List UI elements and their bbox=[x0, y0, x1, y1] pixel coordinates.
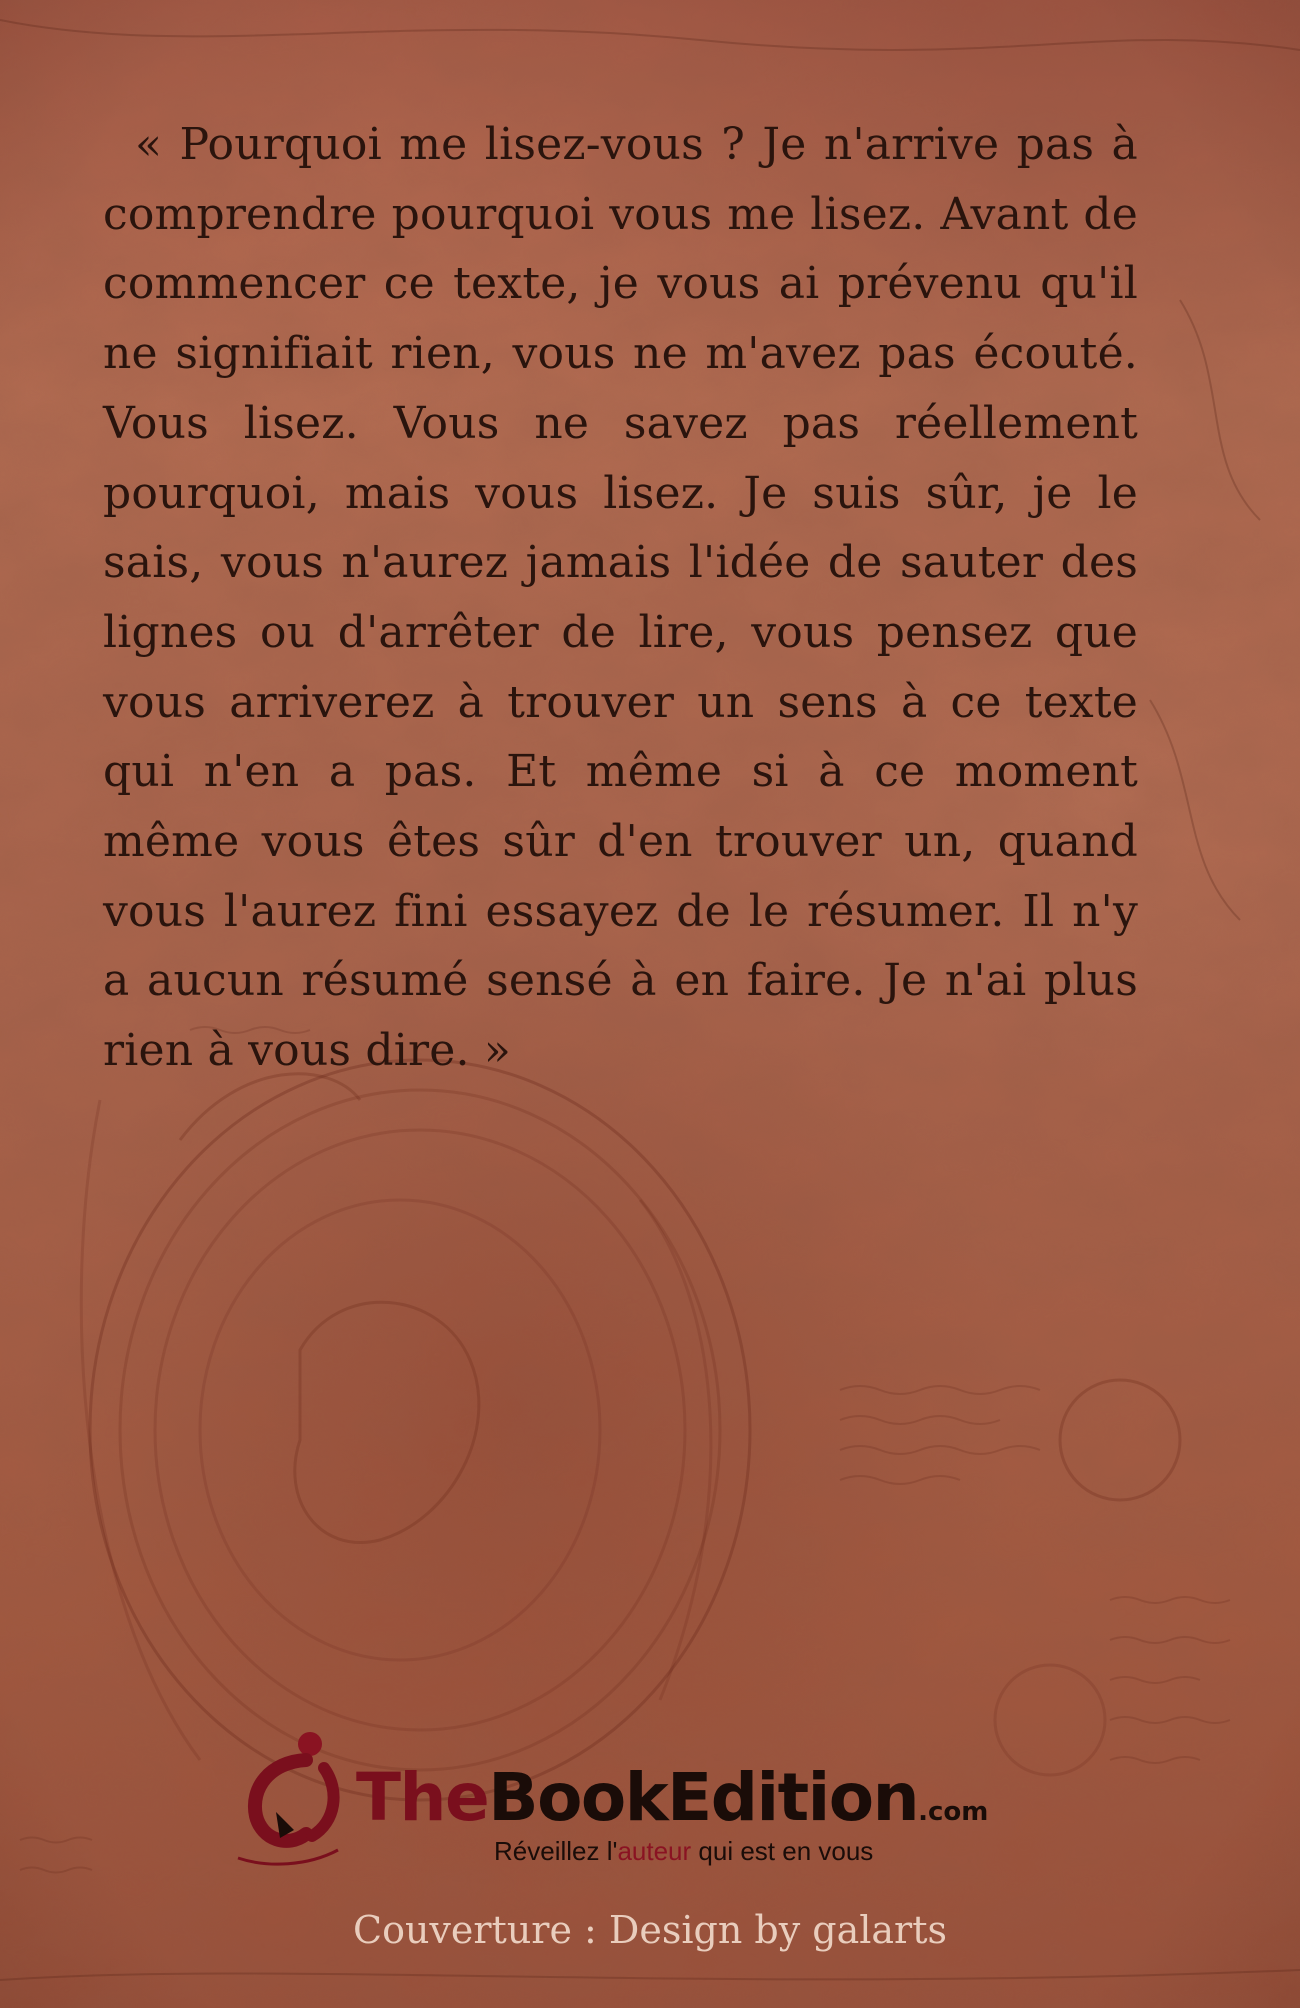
cover-design-credit: Couverture : Design by galarts bbox=[353, 1908, 947, 1952]
publisher-logo bbox=[228, 1730, 1028, 1870]
tagline-start: Réveillez l' bbox=[494, 1836, 618, 1866]
tagline-accent: auteur bbox=[617, 1836, 692, 1866]
person-swirl-arrow-icon bbox=[228, 1730, 348, 1870]
tagline-end: qui est en vous bbox=[691, 1836, 874, 1866]
logo-bookedition-text: BookEdition bbox=[488, 1759, 919, 1836]
logo-the-text: The bbox=[356, 1759, 489, 1836]
logo-tagline bbox=[494, 1836, 873, 1866]
back-cover-paragraph: « Pourquoi me lisez-vous ? Je n'arrive pas à comprendre pourquoi vous me lisez. Avant de commencer ce texte, je vous ai prévenu qu'il ne signifiait rien, vous ne m'avez pas écouté. Vous lisez. Vous ne savez pas réellement pourquoi, mais vous lisez. Je suis sûr, je le sais, vous n'aurez jamais l'idée de sauter des lignes ou d'arrêter de lire, vous pensez que vous arriverez à trouver un sens à ce texte qui n'en a pas. Et même si à ce moment même vous êtes sûr d'en trouver un, quand vous l'aurez fini essayez de le résumer. Il n'y a aucun résumé sensé à en faire. Je n'ai plus rien à vous dire. » bbox=[103, 119, 1138, 1077]
logo-dotcom-text: .com bbox=[918, 1797, 989, 1827]
